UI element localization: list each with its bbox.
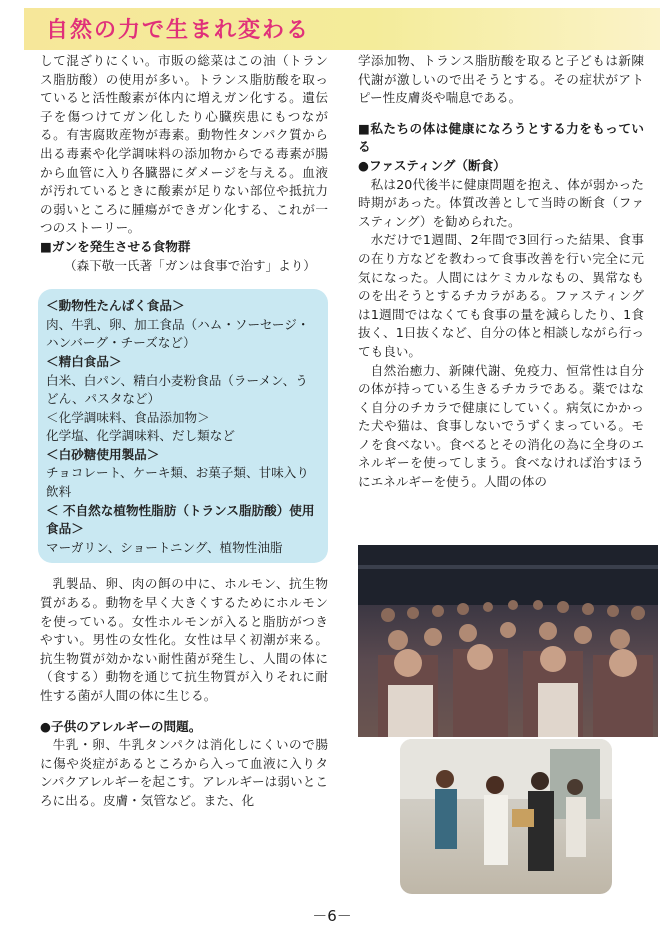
hormone-paragraph: 乳製品、卵、肉の餌の中に、ホルモン、抗生物質がある。動物を早く大きくするためにホルモンを使っている。女性ホルモンが入ると脂肪がつきやすい。男性の女性化。女性は早く初潮が来る。抗生物質が効かない耐性菌が発生し、人間の体に（食する）動物を通じて抗生物質が入りそれに耐性する菌が人間の体に生じる。 bbox=[40, 576, 328, 703]
cancer-foods-source: （森下敬一氏著「ガンは食事で治す」より） bbox=[64, 257, 316, 273]
cancer-foods-heading: ■ガンを発生させる食物群 bbox=[40, 238, 191, 254]
fasting-paragraph: 水だけで1週間、2年間で3回行った結果、食事の在り方などを教わって食事改善を行い完全に元気になった。人間にはケミカルなもの、異常なものを出そうとするチカラがある。ファスティングは1週間ではなくても食事の量を減らしたり、1食抜く、1日抜くなど、自分の体と相談しながら行っても良い。 bbox=[358, 232, 644, 359]
continued-paragraph: 学添加物、トランス脂肪酸を取ると子どもは新陳代謝が激しいので出そうとする。その症状がアトピー性皮膚炎や喘息である。 bbox=[358, 53, 644, 106]
right-column bbox=[358, 52, 644, 492]
food-category: ＜ 不自然な植物性脂肪（トランス脂肪酸）使用食品＞ bbox=[46, 502, 315, 537]
food-items: 肉、牛乳、卵、加工食品（ハム・ソーセージ・ハンバーグ・チーズなど） bbox=[46, 316, 310, 351]
food-items: 化学塩、化学調味料、だし類など bbox=[46, 428, 235, 444]
lobby-photo bbox=[400, 739, 612, 894]
fasting-paragraph: 私は20代後半に健康問題を抱え、体が弱かった時期があった。体質改善として当時の断食（ファスティング）を勧められた。 bbox=[358, 176, 644, 229]
audience-photo-drawing bbox=[358, 545, 658, 737]
body-power-heading: ■私たちの体は健康になろうとする力をもっている bbox=[358, 120, 644, 155]
allergy-heading: ●子供のアレルギーの問題。 bbox=[40, 718, 202, 734]
food-items: チョコレート、ケーキ類、お菓子類、甘味入り飲料 bbox=[46, 465, 309, 500]
food-items: 白米、白パン、精白小麦粉食品（ラーメン、うどん、パスタなど） bbox=[46, 372, 308, 407]
food-list-box bbox=[38, 289, 328, 563]
intro-paragraph: して混ざりにくい。市販の総菜はこの油（トランス脂肪酸）の使用が多い。トランス脂肪酸を取っていると活性酸素が体内に増えガン化する。遺伝子を傷つけてガン化したり心臓疾患にもつながる。有害腐敗産物が毒素。動物性タンパク質から出る毒素や化学調味料の添加物からでる毒素が腸から血管に入り各臓器にダメージを与える。血液が汚れているときに酸素が足りない部位や抵抗力の弱いところに腫瘍ができガン化する、これが一つのストーリー。 bbox=[40, 53, 328, 236]
fasting-paragraph: 自然治癒力、新陳代謝、免疫力、恒常性は自分の体が持っている生きるチカラである。薬ではなく自分のチカラで健康にしていく。病気にかかった犬や猫は、食事しないでうずくまっている。モノを食べない。食べるとその消化の為に全身のエネルギーを使ってしまう。食べなければ治すほうにエネルギーを使う。人間の体の bbox=[358, 362, 644, 490]
left-column bbox=[40, 52, 328, 811]
lobby-photo-drawing bbox=[400, 739, 612, 894]
food-category: ＜白砂糖使用製品＞ bbox=[46, 446, 160, 462]
page-number: －6－ bbox=[312, 907, 352, 925]
food-items: マーガリン、ショートニング、植物性油脂 bbox=[46, 539, 283, 555]
food-category: ＜化学調味料、食品添加物＞ bbox=[46, 409, 210, 425]
fasting-heading: ●ファスティング（断食） bbox=[358, 157, 506, 173]
food-category: ＜動物性たんぱく食品＞ bbox=[46, 298, 185, 314]
title-banner bbox=[24, 8, 660, 50]
audience-photo bbox=[358, 545, 658, 737]
page-title: 自然の力で生まれ変わる bbox=[46, 18, 311, 43]
allergy-paragraph: 牛乳・卵、牛乳タンパクは消化しにくいので腸に傷や炎症があるところから入って血液に入りタンパクアレルギーを起こす。アレルギーは弱いところに出る。皮膚・気管など。また、化 bbox=[40, 737, 328, 808]
food-category: ＜精白食品＞ bbox=[46, 353, 122, 369]
